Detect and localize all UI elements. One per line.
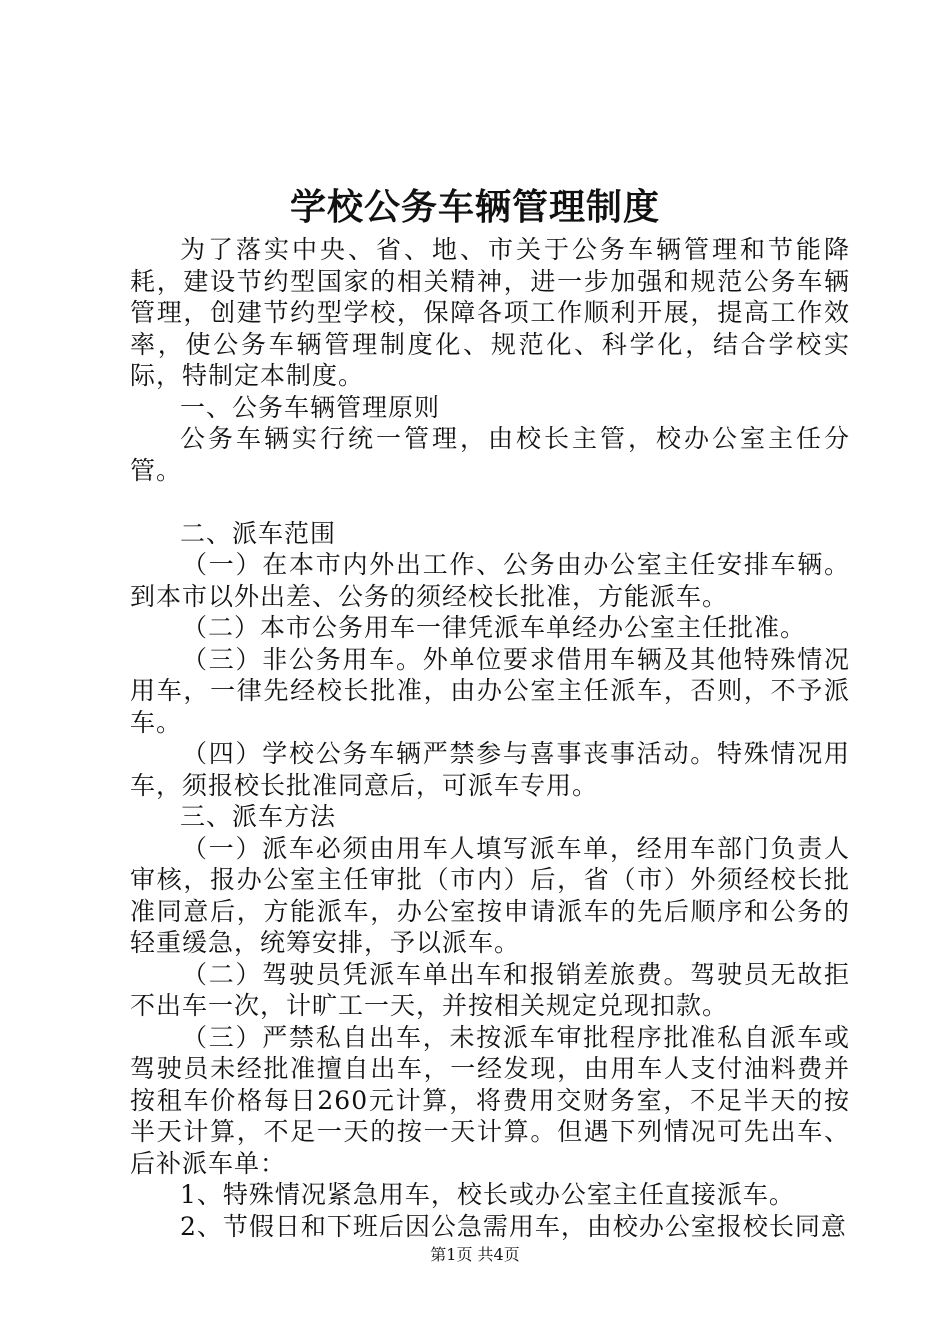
document-body: [130, 234, 850, 1242]
list-item-2: 2、节假日和下班后因公急需用车，由校办公室报校长同意: [180, 1211, 847, 1241]
paragraph-principle: 公务车辆实行统一管理，由校长主管，校办公室主任分管。: [130, 424, 850, 485]
intro-paragraph: 为了落实中央、省、地、市关于公务车辆管理和节能降耗，建设节约型国家的相关精神，进一步加强和规范公务车辆管理，创建节约型学校，保障各项工作顺利开展，提高工作效率，使公务车辆管理制度化、规范化、科学化，结合学校实际，特制定本制度。: [130, 235, 850, 390]
page-footer: 第1页 共4页: [430, 1245, 520, 1264]
paragraph-method-1: （一）派车必须由用车人填写派车单，经用车部门负责人审核，报办公室主任审批（市内）后，省（市）外须经校长批准同意后，方能派车，办公室按申请派车的先后顺序和公务的轻重缓急，统筹安排，予以派车。: [130, 833, 850, 957]
blank-line: [130, 486, 850, 518]
section-heading-1: 一、公务车辆管理原则: [180, 392, 441, 422]
paragraph-scope-1: （一）在本市内外出工作、公务由办公室主任安排车辆。到本市以外出差、公务的须经校长批准，方能派车。: [130, 550, 850, 611]
document-title: 学校公务车辆管理制度: [289, 186, 660, 228]
paragraph-scope-3: （三）非公务用车。外单位要求借用车辆及其他特殊情况用车，一律先经校长批准，由办公室主任派车，否则，不予派车。: [130, 644, 850, 737]
paragraph-method-2: （二）驾驶员凭派车单出车和报销差旅费。驾驶员无故拒不出车一次，计旷工一天，并按相关规定兑现扣款。: [130, 959, 850, 1020]
paragraph-scope-4: （四）学校公务车辆严禁参与喜事丧事活动。特殊情况用车，须报校长批准同意后，可派车专用。: [130, 739, 850, 800]
section-heading-3: 三、派车方法: [180, 802, 337, 831]
section-heading-2: 二、派车范围: [180, 518, 337, 548]
paragraph-scope-2: （二）本市公务用车一律凭派车单经办公室主任批准。: [182, 613, 807, 642]
list-item-1: 1、特殊情况紧急用车，校长或办公室主任直接派车。: [180, 1180, 795, 1209]
paragraph-method-3: （三）严禁私自出车，未按派车审批程序批准私自派车或驾驶员未经批准擅自出车，一经发现，由用车人支付油料费并按租车价格每日260元计算，将费用交财务室，不足半天的按半天计算，不足一天的按一天计算。但遇下列情况可先出车、后补派车单：: [130, 1022, 850, 1178]
